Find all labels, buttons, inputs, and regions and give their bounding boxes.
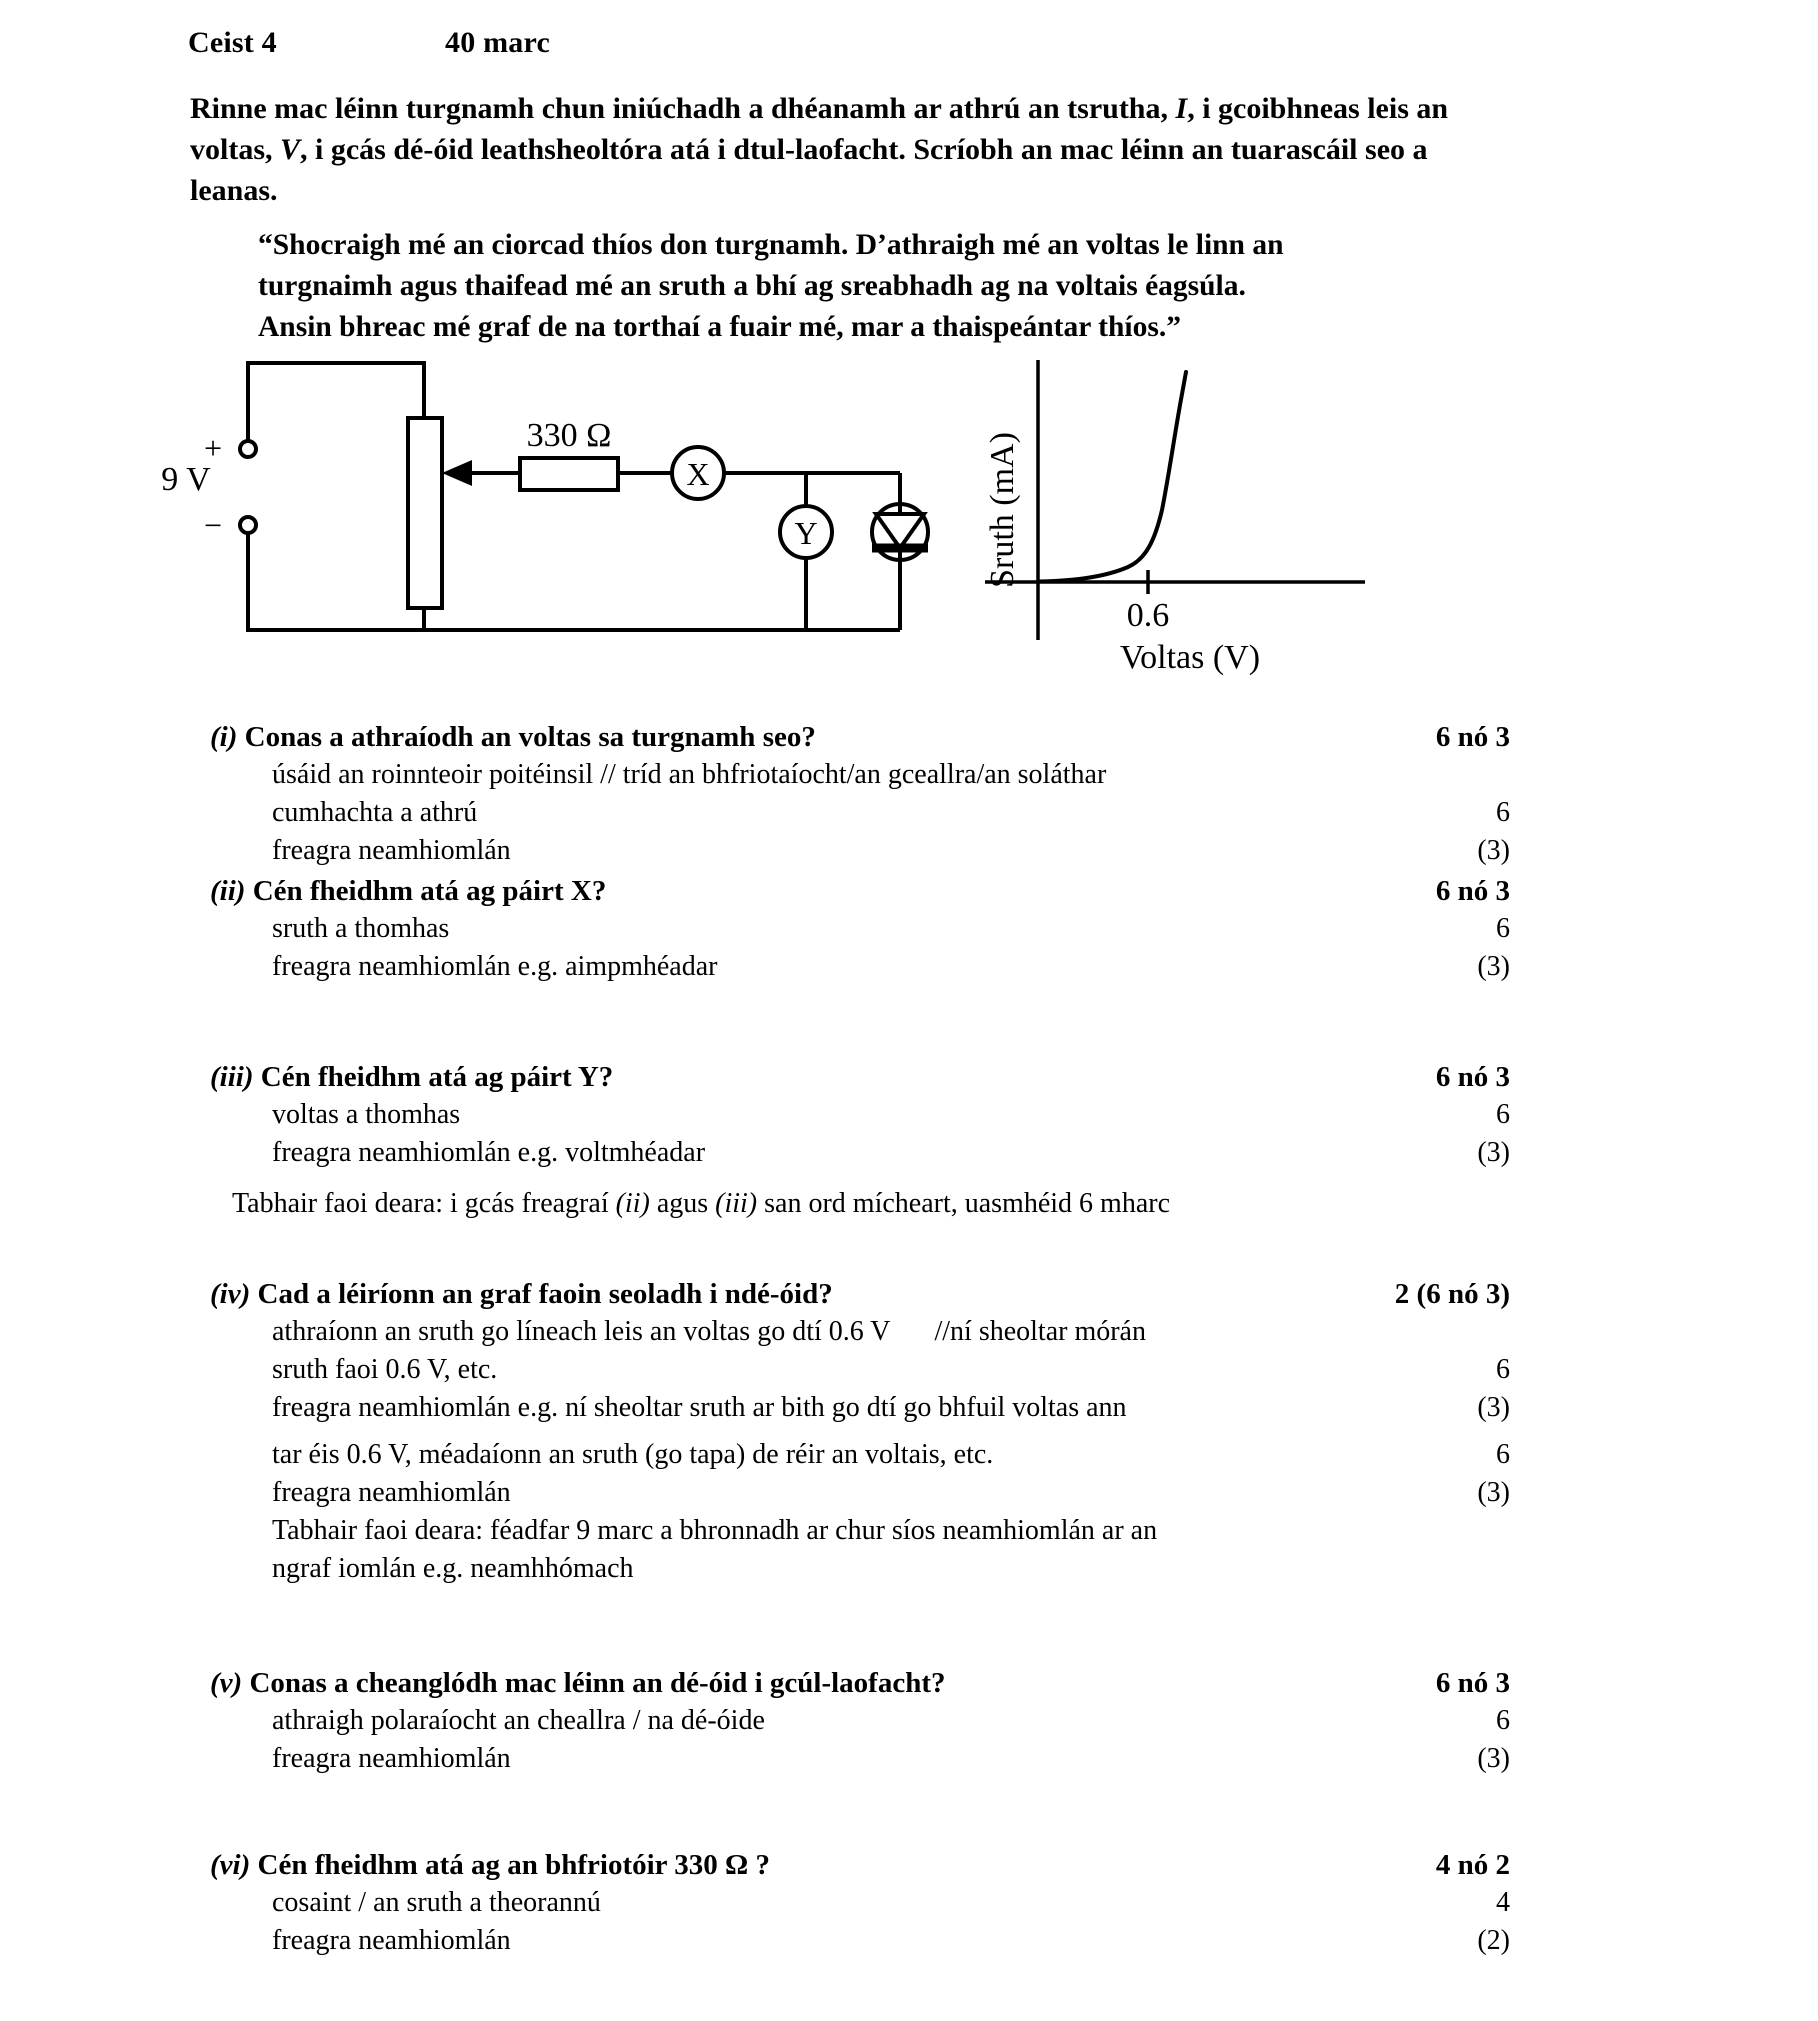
answer-row xyxy=(210,1884,1510,1922)
question-block-v xyxy=(210,1664,1510,1778)
answer-row xyxy=(210,1474,1510,1512)
answer-value: (3) xyxy=(1477,1392,1510,1423)
answer-row xyxy=(210,1550,1510,1588)
answer-text: athraíonn an sruth go líneach leis an voltas go dtí 0.6 V xyxy=(272,1316,891,1347)
answer-text: sruth faoi 0.6 V, etc. xyxy=(272,1354,498,1385)
question-block-ii xyxy=(210,872,1510,986)
figure-area xyxy=(0,350,1818,710)
order-note xyxy=(232,1185,1170,1223)
answer-row xyxy=(210,1512,1510,1550)
answer-value: 6 xyxy=(1496,913,1510,944)
answer-value: 6 xyxy=(1496,1439,1510,1470)
answer-value: (3) xyxy=(1477,835,1510,866)
answer-row xyxy=(210,1922,1510,1960)
intro-part-3: , i gcás dé-óid leathsheoltóra atá i dtul-laofacht. Scríobh an mac léinn an tuarascáil seo a leanas. xyxy=(190,133,1428,207)
symbol-current: I xyxy=(1175,92,1188,125)
quote-line-2: turgnaimh agus thaifead mé an sruth a bhí ag sreabhadh ag na voltais éagsúla. xyxy=(258,270,1246,302)
terminal-negative-icon xyxy=(240,517,256,533)
answer-text: athraigh polaraíocht an cheallra / na dé-óide xyxy=(272,1705,765,1736)
question-text-ii: Cén fheidhm atá ag páirt X? xyxy=(252,875,607,907)
intro-part-1: Rinne mac léinn turgnamh chun iniúchadh a dhéanamh ar athrú an tsrutha, xyxy=(190,92,1176,125)
order-note-pre: Tabhair faoi deara: i gcás freagraí xyxy=(232,1188,616,1219)
question-mark-v: 6 nó 3 xyxy=(1435,1667,1510,1699)
answer-text: úsáid an roinnteoir poitéinsil // tríd an bhfriotaíocht/an gceallra/an soláthar xyxy=(272,759,1107,790)
question-marks: 40 marc xyxy=(445,26,550,59)
answer-text: freagra neamhiomlán xyxy=(272,835,511,866)
question-mark-vi: 4 nó 2 xyxy=(1435,1849,1510,1881)
graph-xlabel: Voltas (V) xyxy=(1119,639,1261,676)
question-block-iv xyxy=(210,1275,1510,1588)
quote-line-3: Ansin bhreac mé graf de na torthaí a fuair mé, mar a thaispeántar thíos.” xyxy=(258,311,1181,343)
answer-text: freagra neamhiomlán xyxy=(272,1925,511,1956)
answer-value: (3) xyxy=(1477,1743,1510,1774)
resistor-label: 330 Ω xyxy=(526,417,612,454)
question-heading-vi xyxy=(210,1846,1510,1884)
wiper-arrow-icon xyxy=(442,460,472,486)
question-text-iv: Cad a léiríonn an graf faoin seoladh i ndé-óid? xyxy=(257,1278,833,1310)
circuit-diagram xyxy=(248,363,900,630)
order-note-iii: (iii) xyxy=(715,1188,758,1219)
answer-row xyxy=(210,1134,1510,1172)
answer-row xyxy=(210,832,1510,870)
answer-text: freagra neamhiomlán e.g. aimpmhéadar xyxy=(272,951,718,982)
answer-row xyxy=(210,794,1510,832)
meter-y-label: Y xyxy=(794,515,818,551)
answer-text: freagra neamhiomlán e.g. ní sheoltar sruth ar bith go dtí go bhfuil voltas ann xyxy=(272,1392,1127,1423)
answer-text: tar éis 0.6 V, méadaíonn an sruth (go tapa) de réir an voltais, etc. xyxy=(272,1439,994,1470)
meter-x-label: X xyxy=(686,456,710,492)
answer-text: cumhachta a athrú xyxy=(272,797,478,828)
answer-row xyxy=(210,756,1510,794)
answer-text: voltas a thomhas xyxy=(272,1099,461,1130)
answer-row xyxy=(210,1436,1510,1474)
answer-value: 6 xyxy=(1496,797,1510,828)
answer-row xyxy=(210,1389,1510,1427)
answer-value: (3) xyxy=(1477,1477,1510,1508)
answer-value: 4 xyxy=(1496,1887,1510,1918)
answer-row xyxy=(210,1313,1510,1351)
question-roman-iii: (iii) xyxy=(210,1061,254,1093)
question-heading-ii xyxy=(210,872,1510,910)
question-block-vi xyxy=(210,1846,1510,1960)
graph-curve xyxy=(1038,372,1186,582)
answer-text: freagra neamhiomlán e.g. voltmhéadar xyxy=(272,1137,706,1168)
symbol-voltage: V xyxy=(280,133,301,166)
terminal-positive-icon xyxy=(240,441,256,457)
answer-row xyxy=(210,1702,1510,1740)
question-roman-i: (i) xyxy=(210,721,238,753)
question-text-vi: Cén fheidhm atá ag an bhfriotóir 330 Ω ? xyxy=(257,1849,770,1881)
order-note-mid: agus xyxy=(649,1188,716,1219)
question-number: Ceist 4 xyxy=(188,26,277,59)
graph-ylabel: Sruth (mA) xyxy=(984,432,1021,588)
answer-value: 6 xyxy=(1496,1099,1510,1130)
answer-row xyxy=(210,948,1510,986)
question-mark-ii: 6 nó 3 xyxy=(1435,875,1510,907)
question-roman-vi: (vi) xyxy=(210,1849,251,1881)
diode-icon xyxy=(872,504,928,560)
answer-value: 6 xyxy=(1496,1354,1510,1385)
question-text-v: Conas a cheanglódh mac léinn an dé-óid i gcúl-laofacht? xyxy=(249,1667,946,1699)
answer-text: freagra neamhiomlán xyxy=(272,1743,511,1774)
question-text-iii: Cén fheidhm atá ag páirt Y? xyxy=(260,1061,614,1093)
terminal-positive-label: + xyxy=(203,430,222,466)
answer-text: sruth a thomhas xyxy=(272,913,450,944)
question-mark-iii: 6 nó 3 xyxy=(1435,1061,1510,1093)
answer-value: 6 xyxy=(1496,1705,1510,1736)
answer-text: freagra neamhiomlán xyxy=(272,1477,511,1508)
question-roman-ii: (ii) xyxy=(210,875,246,907)
answer-row xyxy=(210,910,1510,948)
question-heading-iv xyxy=(210,1275,1510,1313)
question-mark-i: 6 nó 3 xyxy=(1435,721,1510,753)
graph-xtick-label: 0.6 xyxy=(1126,597,1170,634)
question-block-i xyxy=(210,718,1510,870)
question-block-iii xyxy=(210,1058,1510,1172)
supply-voltage-label: 9 V xyxy=(161,461,211,498)
answer-row xyxy=(210,1096,1510,1134)
answer-text: cosaint / an sruth a theorannú xyxy=(272,1887,601,1918)
question-heading-i xyxy=(210,718,1510,756)
student-report-quote xyxy=(258,225,1468,348)
intro-part-2: , i gcoibhneas leis an voltas, xyxy=(190,92,1449,166)
answer-text: ngraf iomlán e.g. neamhhómach xyxy=(272,1553,634,1584)
order-note-ii: (ii) xyxy=(615,1188,650,1219)
page-header xyxy=(188,26,550,60)
answer-row xyxy=(210,1351,1510,1389)
question-roman-iv: (iv) xyxy=(210,1278,251,1310)
intro-paragraph xyxy=(190,88,1500,211)
answer-value: (3) xyxy=(1477,1137,1510,1168)
question-text-i: Conas a athraíodh an voltas sa turgnamh seo? xyxy=(244,721,816,753)
question-heading-v xyxy=(210,1664,1510,1702)
order-note-post: san ord mícheart, uasmhéid 6 mharc xyxy=(757,1188,1171,1219)
question-heading-iii xyxy=(210,1058,1510,1096)
answer-text: Tabhair faoi deara: féadfar 9 marc a bhronnadh ar chur síos neamhiomlán ar an xyxy=(272,1515,1158,1546)
question-roman-v: (v) xyxy=(210,1667,243,1699)
answer-row xyxy=(210,1740,1510,1778)
answer-value: (3) xyxy=(1477,951,1510,982)
answer-value: (2) xyxy=(1477,1925,1510,1956)
answer-text-extra: //ní sheoltar mórán xyxy=(934,1316,1146,1347)
quote-line-1: “Shocraigh mé an ciorcad thíos don turgnamh. D’athraigh mé an voltas le linn an xyxy=(258,229,1284,261)
question-mark-iv: 2 (6 nó 3) xyxy=(1394,1278,1510,1310)
terminal-negative-label: − xyxy=(203,507,222,543)
iv-characteristic-graph xyxy=(984,360,1365,676)
